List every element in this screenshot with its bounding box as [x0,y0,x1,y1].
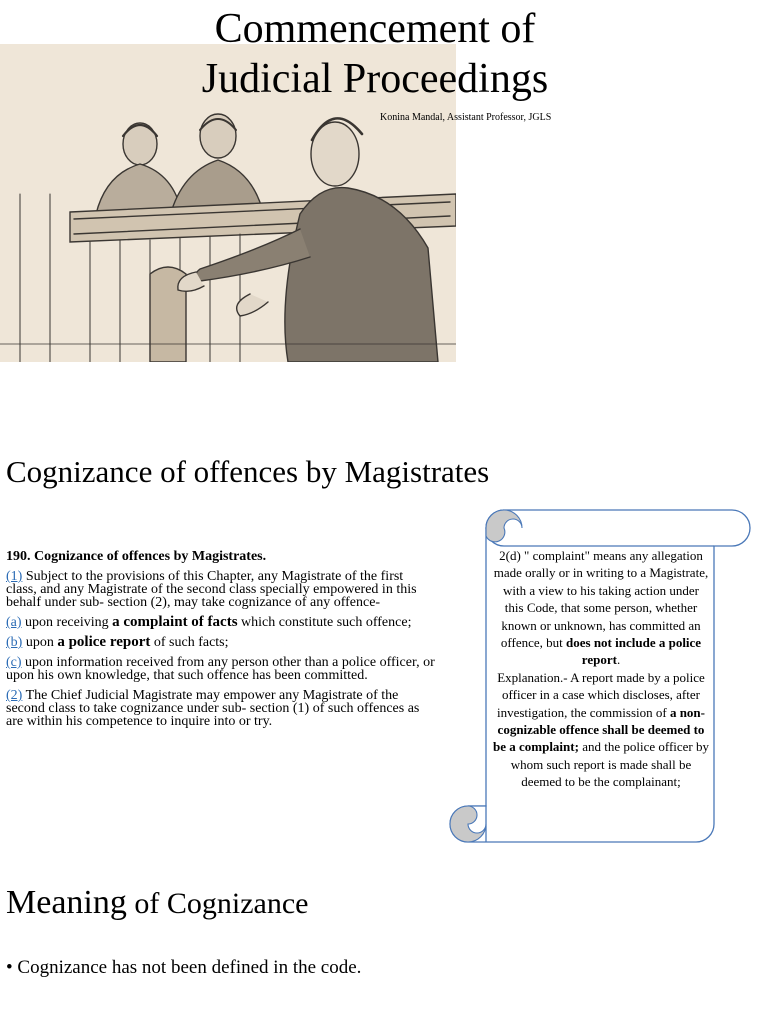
clause-b-bold: a police report [57,634,151,650]
exp-post: and the police officer by whom such report is made shall be deemed to be the complainant; [510,739,710,790]
bullet-text: Cognizance has not been defined in the code. [12,957,362,978]
clause-b [6,636,436,649]
clause-2-link[interactable]: (2) [6,688,23,703]
complaint-definition-box [492,547,710,791]
bullet-item [6,957,361,979]
def-pre: 2(d) " complaint" means any allegation made orally or in writing to a Magistrate, with a view to his taking action under this Code, that some person, whether known or unknown, has committed an offence, but [493,548,709,651]
slide-heading-cognizance: Cognizance of offences by Magistrates [6,454,490,489]
clause-b-link[interactable]: (b) [6,635,23,650]
slide-title-line1: Commencement of [214,6,536,52]
clause-c [6,656,436,682]
clause-1 [6,570,436,609]
section-190-title: 190. Cognizance of offences by Magistrates. [6,549,267,564]
exp-pre: Explanation.- A report made by a police officer in a case which discloses, after investigation, the commission of [496,669,705,720]
clause-2-text: The Chief Judicial Magistrate may empower any Magistrate of the second class to take cognizance under sub- section (1) of such offences as are within his competence to inquire into or try. [6,688,420,729]
clause-2 [6,689,436,728]
bullet-mark: • [6,957,13,978]
slide-title-line2: Judicial Proceedings [201,56,549,102]
heading-meaning-small: of Cognizance [126,887,309,920]
slide-heading-meaning [6,884,308,922]
section-190-text [6,550,436,735]
explanation [492,669,710,791]
clause-b-pre: upon [22,635,58,650]
def-bold: does not include a police report [566,635,702,668]
clause-c-text: upon information received from any person other than a police officer, or upon his own knowledge, that such offence has been committed. [6,655,435,683]
def-post: . [616,652,621,668]
heading-meaning-big: Meaning [6,884,127,921]
author-credit: Konina Mandal, Assistant Professor, JGLS [380,112,552,123]
slide-title [150,4,600,104]
clause-a-post: which constitute such offence; [237,615,412,630]
clause-a [6,616,436,629]
clause-b-post: of such facts; [150,635,229,650]
clause-a-link[interactable]: (a) [6,615,22,630]
clause-a-pre: upon receiving [21,615,113,630]
clause-1-link[interactable]: (1) [6,569,23,584]
clause-1-text: Subject to the provisions of this Chapter, any Magistrate of the first class, and any Magistrate of the second class specially empowered in this behalf under sub- section (2), may take cognizance of any offence- [6,569,417,610]
exp-bold: a non- cognizable offence shall be deemed to be a complaint; [492,704,705,755]
clause-c-link[interactable]: (c) [6,655,22,670]
clause-a-bold: a complaint of facts [112,614,238,630]
complaint-definition [492,547,710,669]
